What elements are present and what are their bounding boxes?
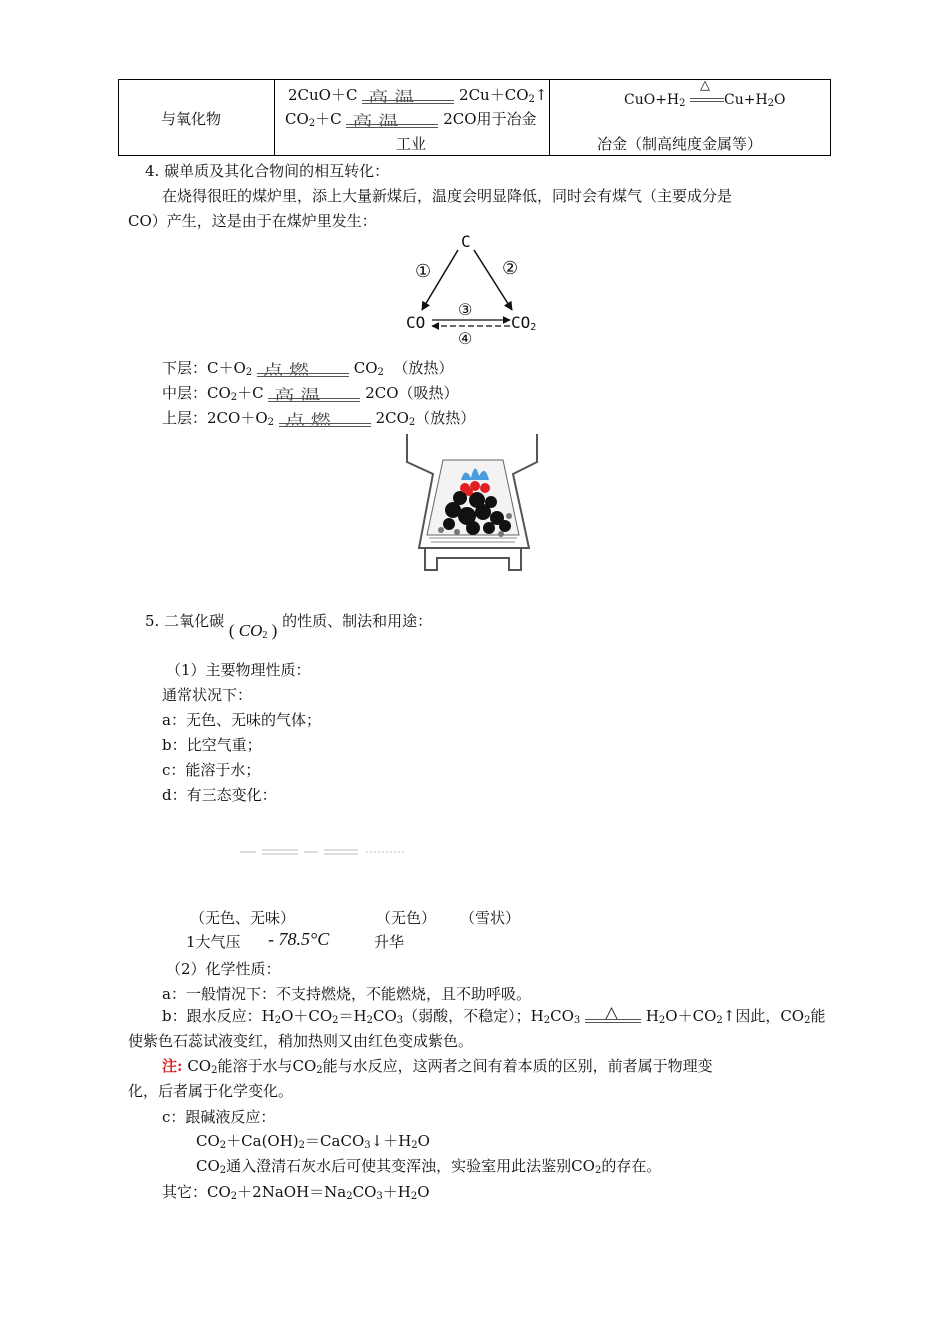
diagram-node-co: CO [406, 313, 426, 332]
h2-use: 冶金（制高纯度金属等） [597, 135, 763, 153]
chem-b-line2: 使紫色石蕊试液变红，稍加热则又由红色变成紫色。 [128, 1032, 474, 1050]
c-eq2: $CO_2+C$ 高温 2CO用于冶金 [285, 110, 537, 129]
chem-a: a：一般情况下：不支持燃烧，不能燃烧，且不助呼吸。 [162, 985, 531, 1003]
diagram-label-1: ① [415, 261, 432, 282]
condition-high-temp: 高温 [346, 111, 438, 129]
c-eq2-tail: 工业 [396, 135, 427, 153]
diagram-node-co2: $CO_2$ [511, 313, 537, 333]
h2-eq: $CuO+H_2$ △ $Cu+H_2O$ [624, 78, 786, 109]
diagram-label-2: ② [502, 258, 519, 279]
temperature-label: - 78.5°C [268, 929, 330, 949]
section4-heading: 4. 碳单质及其化合物间的相互转化： [145, 162, 390, 180]
section4-para-2: CO）产生，这是由于在煤炉里发生： [128, 212, 377, 230]
phys-a: a：无色、无味的气体； [162, 711, 321, 729]
layer-middle: 中层：$CO_2+C$ 高温 2CO（吸热） [162, 384, 459, 403]
diagram-label-4: ④ [458, 329, 473, 348]
phys-intro: 通常状况下： [162, 686, 253, 704]
c-eq1: 2CuO＋C 高温 $2Cu+CO_2↑$ [288, 86, 548, 105]
state-liquid: （无色） [376, 909, 437, 927]
phys-title: （1）主要物理性质： [166, 661, 311, 679]
condition-ignite: 点燃 [257, 360, 349, 378]
section4-para-1: 在烧得很旺的煤炉里，添上大量新煤后，温度会明显降低，同时会有煤气（主要成分是 [162, 187, 733, 205]
note-line2: 化，后者属于化学变化。 [128, 1082, 294, 1100]
state-solid: （雪状） [460, 909, 521, 927]
phys-c: c：能溶于水； [162, 761, 261, 779]
chem-title: （2）化学性质： [166, 960, 281, 978]
condition-high-temp: 高温 [362, 87, 454, 105]
sublime-label: 升华 [374, 933, 405, 951]
condition-ignite: 点燃 [279, 410, 371, 428]
coal-stove-illustration [405, 430, 541, 575]
note-line1: 注: $CO_2$能溶于水与$CO_2$能与水反应，这两者之间有着本质的区别，前者属于物理变 [162, 1057, 713, 1076]
note-label: 注: [162, 1057, 183, 1075]
condition-high-temp: 高温 [268, 385, 360, 403]
other-reaction: 其它：$CO_2+2NaOH=Na_2CO_3+H_2O$ [162, 1183, 430, 1202]
state-change-image [238, 847, 408, 857]
chem-b: b：跟水反应：$H_2O+CO_2=H_2CO_3$（弱酸，不稳定）；$H_2CO_3$ △ $H_2O+CO_2↑$因此，$CO_2$能 [162, 1003, 826, 1026]
diagram-label-3: ③ [458, 300, 473, 319]
phys-b: b：比空气重； [162, 736, 262, 754]
chem-c-eq: $CO_2+Ca(OH)_2=CaCO_3↓+H_2O$ [196, 1132, 430, 1151]
table-row-label: 与氧化物 [161, 110, 222, 128]
pressure-label: 1大气压 [186, 933, 241, 951]
phys-d: d：有三态变化： [162, 786, 277, 804]
chem-c: c：跟碱液反应： [162, 1108, 276, 1126]
chem-c-text: $CO_2$通入澄清石灰水后可使其变浑浊，实验室用此法鉴别$CO_2$的存在。 [196, 1157, 662, 1176]
section5-heading: 5. 二氧化碳 ( $CO_2$ ) 的性质、制法和用途： [145, 612, 433, 641]
layer-lower: 下层：$C+O_2$ 点燃 $CO_2$ （放热） [162, 359, 454, 378]
layer-upper: 上层：$2CO+O_2$ 点燃 $2CO_2$（放热） [162, 409, 476, 428]
diagram-node-c: C [461, 232, 471, 251]
state-gas: （无色、无味） [190, 909, 296, 927]
condition-heat: △ [585, 1009, 641, 1025]
